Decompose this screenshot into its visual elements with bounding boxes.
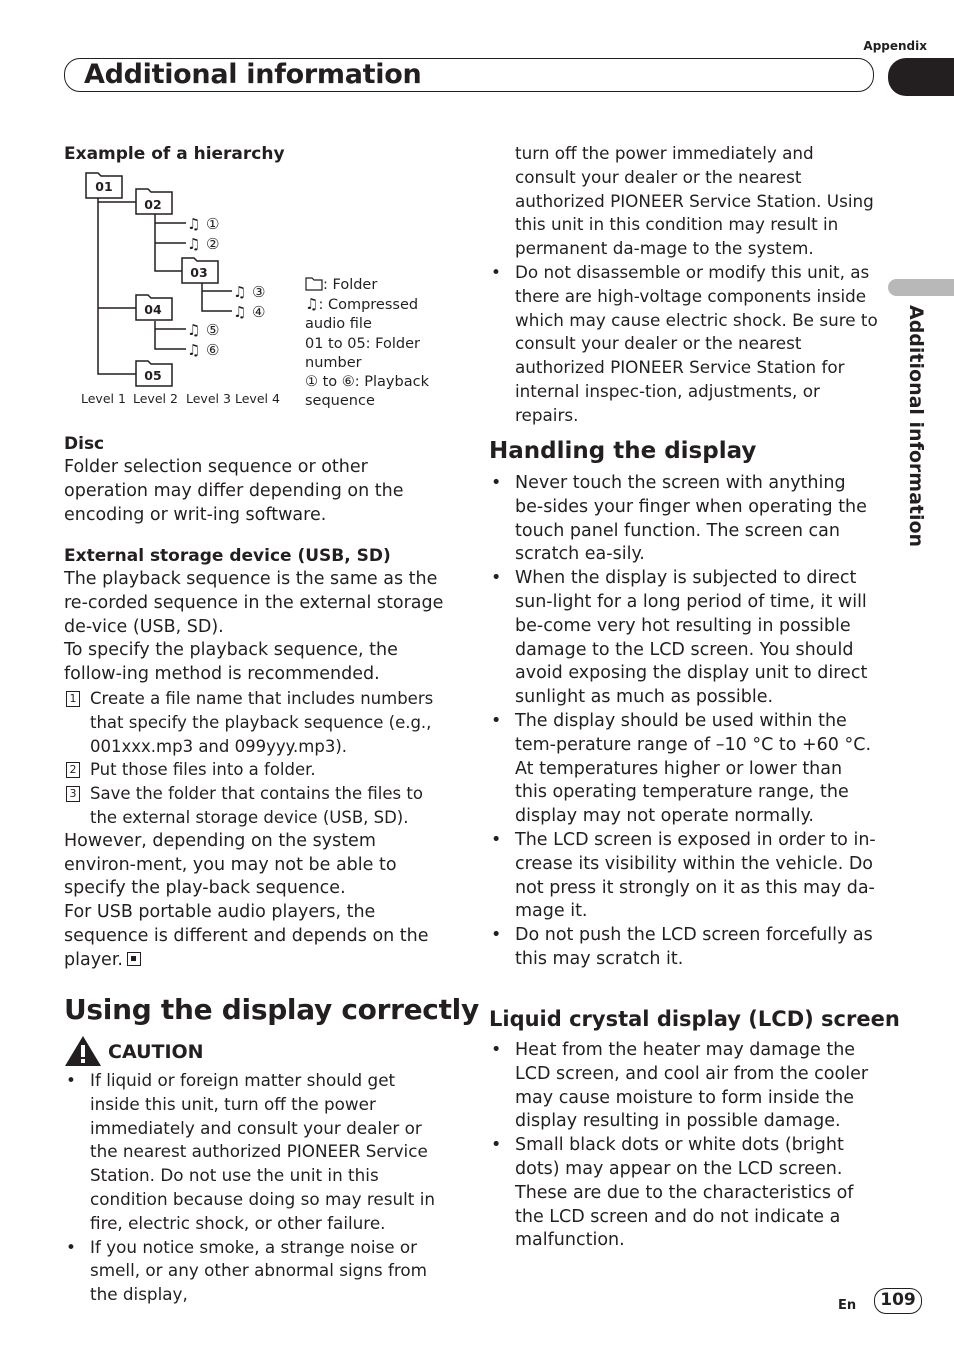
handling-item [489, 710, 879, 829]
hierarchy-heading: Example of a hierarchy [64, 144, 285, 164]
legend-folder-number-2: number [305, 354, 362, 371]
legend-playback-2: sequence [305, 393, 375, 410]
hierarchy-legend [305, 276, 445, 411]
step-text: Save the folder that contains the files to the external storage device (USB, SD). [90, 784, 423, 827]
level-label-2: Level 2 [133, 391, 178, 406]
external-block [64, 568, 449, 973]
handling-item: • The LCD screen is exposed in order to in-crease its visibility within the vehicle. Do not press it strongly on it as this may da-mage it. [489, 829, 879, 924]
caution-item: • If liquid or foreign matter should get inside this unit, turn off the power immediately and consult your dealer or the nearest authorized PIONEER Service Station. Do not use the unit in this condition because doing so may result in fire, electric shock, or other failure. [64, 1069, 449, 1236]
lcd-block [489, 1039, 879, 1253]
caution-item: • Do not disassemble or modify this unit, as there are high-voltage components inside which may cause electric shock. Be sure to consult your dealer or the nearest authorized PIONEER Service Station for internal inspec-tion, adjustments, or repairs. [489, 261, 879, 428]
file-label-4: ④ [252, 303, 266, 321]
step-number: 2 [66, 762, 80, 778]
side-tab-marker [888, 279, 954, 296]
folder-label-02: 02 [144, 197, 162, 212]
step-item [64, 687, 449, 758]
tree-line-level2b [155, 321, 186, 349]
folder-icon-01 [86, 173, 122, 198]
external-text-4: For USB portable audio players, the sequence is different and depends on the player. [64, 902, 429, 970]
caution-list-block [64, 1069, 449, 1307]
handling-list [489, 472, 879, 972]
step-text: Put those files into a folder. [90, 760, 316, 780]
handling-item: • Do not push the LCD screen forcefully as this may scratch it. [489, 924, 879, 972]
folder-label-03: 03 [190, 265, 208, 280]
step-number: 1 [66, 691, 80, 707]
section-label-appendix: Appendix [863, 39, 927, 53]
folder-label-05: 05 [144, 368, 162, 383]
legend-folder: : Folder [323, 277, 378, 293]
step-item [64, 782, 449, 830]
folder-label-04: 04 [144, 302, 162, 317]
caution-continued-block [489, 142, 879, 428]
music-note-icon: ♫ [305, 295, 319, 314]
external-text-2: To specify the playback sequence, the follow-ing method is recommended. [64, 640, 398, 685]
folder-label-01: 01 [95, 179, 113, 194]
handling-item-extra: At temperatures higher or lower than this operating temperature range, the display may not operate normally. [515, 758, 849, 827]
side-section-label: Additional information [905, 305, 927, 548]
file-label-6: ⑥ [206, 341, 220, 359]
steps-list [64, 687, 449, 830]
caution-label: CAUTION [108, 1041, 204, 1063]
file-label-3: ③ [252, 283, 266, 301]
hierarchy-diagram [64, 166, 304, 416]
legend-playback-1: ① to ⑥: Playback [305, 374, 429, 391]
music-note-icon: ♫ [187, 235, 201, 253]
lcd-item: • Heat from the heater may damage the LCD screen, and cool air from the cooler may cause moisture to form inside the display resulting in possible damage. [489, 1039, 879, 1134]
handling-heading: Handling the display [489, 438, 757, 464]
level-label-1: Level 1 [81, 391, 126, 406]
handling-block [489, 472, 879, 972]
folder-icon-02 [136, 189, 172, 214]
music-note-icon: ♫ [233, 303, 247, 321]
handling-item: • When the display is subjected to direct sun-light for a long period of time, it will be-come very hot resulting in possible damage to the LCD screen. You should avoid exposing the display unit to direct sunlight as much as possible. [489, 567, 879, 710]
external-heading: External storage device (USB, SD) [64, 546, 391, 566]
external-text-1: The playback sequence is the same as the re-corded sequence in the external storage de-vice (USB, SD). [64, 569, 444, 637]
header-tab-marker [888, 58, 954, 96]
folder-icon-03 [182, 258, 218, 283]
lcd-list [489, 1039, 879, 1253]
level-label-3: Level 3 [186, 391, 231, 406]
caution-list-2 [489, 261, 879, 428]
folder-icon-05 [136, 361, 172, 386]
file-label-1: ① [206, 215, 220, 233]
disc-text: Folder selection sequence or other operation may differ depending on the encoding or writ-ing software. [64, 457, 404, 525]
legend-compressed-1: : Compressed [318, 297, 419, 314]
lcd-item: • Small black dots or white dots (bright dots) may appear on the LCD screen. These are due to the characteristics of the LCD screen and do not indicate a malfunction. [489, 1134, 879, 1253]
warning-triangle-icon [64, 1035, 102, 1067]
music-note-icon: ♫ [187, 215, 201, 233]
language-code: En [838, 1298, 857, 1313]
using-display-heading: Using the display correctly [64, 993, 479, 1026]
caution-continued-text: turn off the power immediately and consult your dealer or the nearest authorized PIONEER Service Station. Using this unit in this condition may result in permanent da-mage to the system. [515, 143, 874, 259]
page-number: 109 [874, 1288, 922, 1314]
disc-heading: Disc [64, 434, 105, 454]
music-note-icon: ♫ [187, 341, 201, 359]
page-title: Additional information [84, 59, 422, 90]
lcd-heading: Liquid crystal display (LCD) screen [489, 1007, 900, 1031]
step-item [64, 758, 449, 782]
music-note-icon: ♫ [233, 283, 247, 301]
step-number: 3 [66, 786, 80, 802]
handling-item-main: • The display should be used within the tem-perature range of –10 °C to +60 °C. [515, 710, 872, 755]
external-text-3: However, depending on the system environ-ment, you may not be able to specify the play-back sequence. [64, 830, 397, 899]
file-label-5: ⑤ [206, 321, 220, 339]
step-text: Create a file name that includes numbers that specify the playback sequence (e.g., 001xxx.mp3 and 099yyy.mp3). [90, 688, 434, 756]
handling-item: • Never touch the screen with anything be-sides your finger when operating the touch panel function. The screen can scratch ea-sily. [489, 472, 879, 567]
legend-folder-number-1: 01 to 05: Folder [305, 335, 420, 352]
tree-line-level1 [98, 196, 136, 374]
folder-icon [305, 277, 323, 291]
caution-list [64, 1069, 449, 1307]
level-label-4: Level 4 [235, 391, 280, 406]
music-note-icon: ♫ [187, 321, 201, 339]
legend-compressed-2: audio file [305, 316, 372, 333]
end-mark-icon [127, 952, 141, 966]
file-label-2: ② [206, 235, 220, 253]
folder-icon-04 [136, 295, 172, 320]
caution-item: • If you notice smoke, a strange noise or smell, or any other abnormal signs from the display, [64, 1236, 449, 1307]
